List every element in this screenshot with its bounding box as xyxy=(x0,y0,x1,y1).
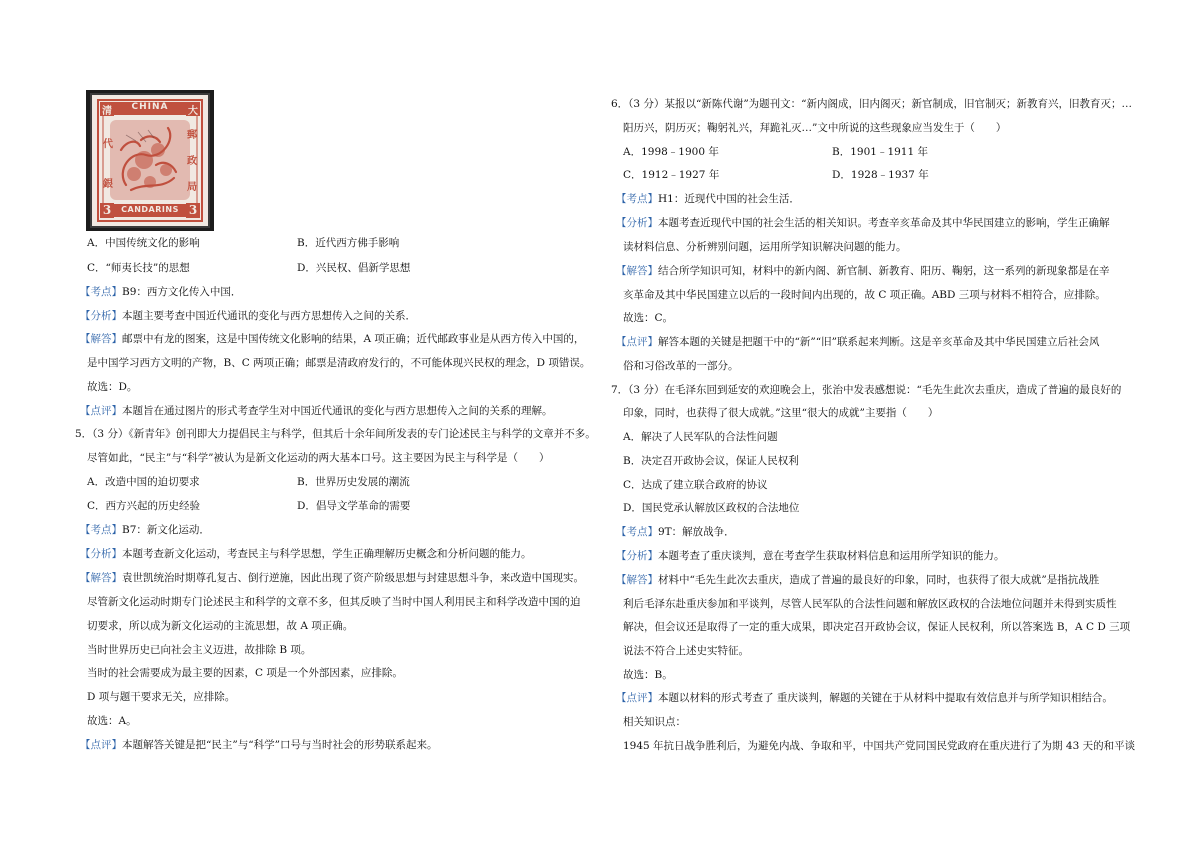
jieda-tag: 【解答】 xyxy=(616,265,658,277)
q5-kaodian-text: B7：新文化运动． xyxy=(122,524,210,536)
q5-stem-1: 5．（3 分）《新青年》创刊即大力提倡民主与科学，但其后十余年间所发表的专门论述民主与科学的文章并不多。 xyxy=(75,428,596,440)
stamp-caption-bottom: CANDARINS xyxy=(121,205,179,214)
kaodian-tag: 【考点】 xyxy=(80,524,122,536)
q7-stem-1: 7．（3 分）在毛泽东回到延安的欢迎晚会上，张治中发表感想说：“毛先生此次去重庆，造成了普遍的最良好的 xyxy=(611,384,1122,396)
dianping-tag: 【点评】 xyxy=(80,739,122,751)
kaodian-tag: 【考点】 xyxy=(616,193,658,205)
stamp-char-left-2: 代 xyxy=(103,139,113,150)
q6-dianping-text-2: 俗和习俗改革的一部分。 xyxy=(623,360,739,372)
q6-stem-2: 阳历兴，阴历灭；鞠躬礼兴，拜跪礼灭…”文中所说的这些现象应当发生于（ ） xyxy=(623,122,1007,134)
q5-stem-2: 尽管如此，“民主”与“科学”被认为是新文化运动的两大基本口号。这主要因为民主与科学是（ ） xyxy=(87,452,550,464)
q5-option-c: C．西方兴起的历史经验 xyxy=(87,500,201,512)
jieda-tag: 【解答】 xyxy=(616,574,658,586)
q7-fenxi-text: 本题考查了重庆谈判，意在考查学生获取材料信息和运用所学知识的能力。 xyxy=(658,550,1005,562)
q6-answer: 故选：C。 xyxy=(623,312,674,324)
fenxi-tag: 【分析】 xyxy=(80,548,122,560)
q7-jieda-text-4: 说法不符合上述史实特征。 xyxy=(623,645,749,657)
q7-dianping-text: 本题以材料的形式考查了 重庆谈判，解题的关键在于从材料中提取有效信息并与所学知识相结合。 xyxy=(658,692,1113,704)
q4-fenxi xyxy=(80,309,416,323)
q6-jieda-text-1: 结合所学知识可知，材料中的新内阁、新官制、新教育、阳历、鞠躬，这一系列的新现象都是在辛 xyxy=(658,265,1110,277)
stamp-value-right: 3 xyxy=(188,203,198,217)
fenxi-tag: 【分析】 xyxy=(80,310,122,322)
q6-dianping-text-1: 解答本题的关键是把题干中的“新”“旧”联系起来判断。这是辛亥革命及其中华民国建立后社会风 xyxy=(658,336,1100,348)
q5-jieda xyxy=(80,571,584,585)
stamp-char-right-4: 局 xyxy=(187,182,197,193)
q7-kaodian xyxy=(616,525,735,539)
q7-jieda-text-2: 利后毛泽东赴重庆参加和平谈判，尽管人民军队的合法性问题和解放区政权的合法地位问题并未得到实质性 xyxy=(623,598,1117,610)
q6-kaodian xyxy=(616,192,800,206)
stamp-char-right-3: 政 xyxy=(187,156,197,167)
q7-jieda xyxy=(616,573,1099,587)
stamp-value-left: 3 xyxy=(102,203,112,217)
jieda-tag: 【解答】 xyxy=(80,333,122,345)
q7-option-b: B．决定召开政协会议，保证人民权利 xyxy=(623,455,799,467)
dianping-tag: 【点评】 xyxy=(616,336,658,348)
q7-related-heading: 相关知识点： xyxy=(623,716,686,728)
q5-jieda-text-3: 切要求，所以成为新文化运动的主流思想，故 A 项正确。 xyxy=(87,620,354,632)
q5-fenxi-text: 本题考查新文化运动，考查民主与科学思想，学生正确理解历史概念和分析问题的能力。 xyxy=(122,548,532,560)
q4-jieda-text-1: 邮票中有龙的图案，这是中国传统文化影响的结果，A 项正确；近代邮政事业是从西方传入中国的， xyxy=(122,333,585,345)
q4-answer: 故选：D。 xyxy=(87,381,138,393)
fenxi-tag: 【分析】 xyxy=(616,217,658,229)
q4-option-a: A．中国传统文化的影响 xyxy=(87,237,200,249)
q7-jieda-text-1: 材料中“毛先生此次去重庆，造成了普遍的最良好的印象，同时，也获得了很大成就”是指抗战胜 xyxy=(658,574,1100,586)
q4-kaodian-text: B9：西方文化传入中国． xyxy=(122,286,242,298)
stamp-char-right-2: 郵 xyxy=(187,130,197,141)
q4-jieda-text-2: 是中国学习西方文明的产物，B、C 两项正确；邮票是清政府发行的，不可能体现兴民权的理念，D 项错误。 xyxy=(87,357,591,369)
kaodian-tag: 【考点】 xyxy=(80,286,122,298)
q5-kaodian xyxy=(80,523,210,537)
q7-related-text-1: 1945 年抗日战争胜利后，为避免内战、争取和平，中国共产党同国民党政府在重庆进行了为期 43 天的和平谈 xyxy=(623,740,1136,752)
q5-option-b: B．世界历史发展的潮流 xyxy=(297,476,410,488)
q6-jieda xyxy=(616,264,1110,278)
q6-fenxi xyxy=(616,216,1110,230)
q6-option-b: B．1901﹣1911 年 xyxy=(832,146,928,158)
q6-stem-1: 6．（3 分）某报以“新陈代谢”为题刊文：“新内阁成，旧内阁灭；新官制成，旧官制灭；新教育兴，旧教育灭；… xyxy=(611,98,1133,110)
q5-jieda-text-4: 当时世界历史已向社会主义迈进，故排除 B 项。 xyxy=(87,644,312,656)
q5-jieda-text-2: 尽管新文化运动时期专门论述民主和科学的文章不多，但其反映了当时中国人利用民主和科学改造中国的迫 xyxy=(87,596,581,608)
q5-option-d: D．倡导文学革命的需要 xyxy=(297,500,411,512)
chinese-dragon-stamp-image xyxy=(86,90,214,231)
q6-option-c: C．1912﹣1927 年 xyxy=(623,169,720,181)
q4-option-c: C．“师夷长技”的思想 xyxy=(87,262,190,274)
q4-dianping-text: 本题旨在通过图片的形式考查学生对中国近代通讯的变化与西方思想传入之间的关系的理解。 xyxy=(122,405,553,417)
q5-jieda-text-5: 当时的社会需要成为最主要的因素，C 项是一个外部因素，应排除。 xyxy=(87,667,403,679)
q7-dianping xyxy=(616,691,1113,705)
q7-option-a: A．解决了人民军队的合法性问题 xyxy=(623,431,778,443)
q7-option-d: D．国民党承认解放区政权的合法地位 xyxy=(623,502,800,514)
q7-jieda-text-3: 解决，但会议还是取得了一定的重大成果，即决定召开政协会议，保证人民权利，所以答案选 B，A C D 三项 xyxy=(623,621,1131,633)
q4-kaodian xyxy=(80,285,241,299)
q4-fenxi-text: 本题主要考查中国近代通讯的变化与西方思想传入之间的关系． xyxy=(122,310,416,322)
q6-option-a: A．1998﹣1900 年 xyxy=(623,146,719,158)
q5-dianping xyxy=(80,738,437,752)
q7-kaodian-text: 9T：解放战争． xyxy=(658,526,735,538)
q4-jieda xyxy=(80,332,584,346)
q5-option-a: A．改造中国的迫切要求 xyxy=(87,476,200,488)
dianping-tag: 【点评】 xyxy=(616,692,658,704)
q5-answer: 故选：A。 xyxy=(87,715,137,727)
q7-fenxi xyxy=(616,549,1005,563)
kaodian-tag: 【考点】 xyxy=(616,526,658,538)
q7-stem-2: 印象，同时，也获得了很大成就。”这里“很大的成就”主要指（ ） xyxy=(623,407,939,419)
q5-fenxi xyxy=(80,547,532,561)
q4-option-b: B．近代西方佛手影响 xyxy=(297,237,400,249)
q7-option-c: C．达成了建立联合政府的协议 xyxy=(623,479,768,491)
q6-fenxi-text-2: 读材料信息、分析辨别问题，运用所学知识解决问题的能力。 xyxy=(623,241,907,253)
stamp-char-left-1: 清 xyxy=(102,106,112,117)
q5-jieda-text-6: D 项与题干要求无关，应排除。 xyxy=(87,691,236,703)
stamp-char-left-3: 銀 xyxy=(103,179,113,190)
fenxi-tag: 【分析】 xyxy=(616,550,658,562)
q6-kaodian-text: H1：近现代中国的社会生活． xyxy=(658,193,800,205)
q5-dianping-text: 本题解答关键是把“民主”与“科学”口号与当时社会的形势联系起来。 xyxy=(122,739,438,751)
q5-jieda-text-1: 袁世凯统治时期尊孔复古、倒行逆施，因此出现了资产阶级思想与封建思想斗争，来改造中国现实。 xyxy=(122,572,584,584)
q7-answer: 故选：B。 xyxy=(623,669,673,681)
q6-jieda-text-2: 亥革命及其中华民国建立以后的一段时间内出现的，故 C 项正确。ABD 三项与材料不相符合，应排除。 xyxy=(623,289,1106,301)
dianping-tag: 【点评】 xyxy=(80,405,122,417)
q6-fenxi-text-1: 本题考查近现代中国的社会生活的相关知识。考查辛亥革命及其中华民国建立的影响，学生正确解 xyxy=(658,217,1110,229)
q4-dianping xyxy=(80,404,553,418)
q6-option-d: D．1928﹣1937 年 xyxy=(832,169,929,181)
stamp-char-right-1: 大 xyxy=(188,106,198,117)
jieda-tag: 【解答】 xyxy=(80,572,122,584)
q4-option-d: D．兴民权、倡新学思想 xyxy=(297,262,411,274)
stamp-caption-top: CHINA xyxy=(131,102,169,112)
q6-dianping xyxy=(616,335,1099,349)
